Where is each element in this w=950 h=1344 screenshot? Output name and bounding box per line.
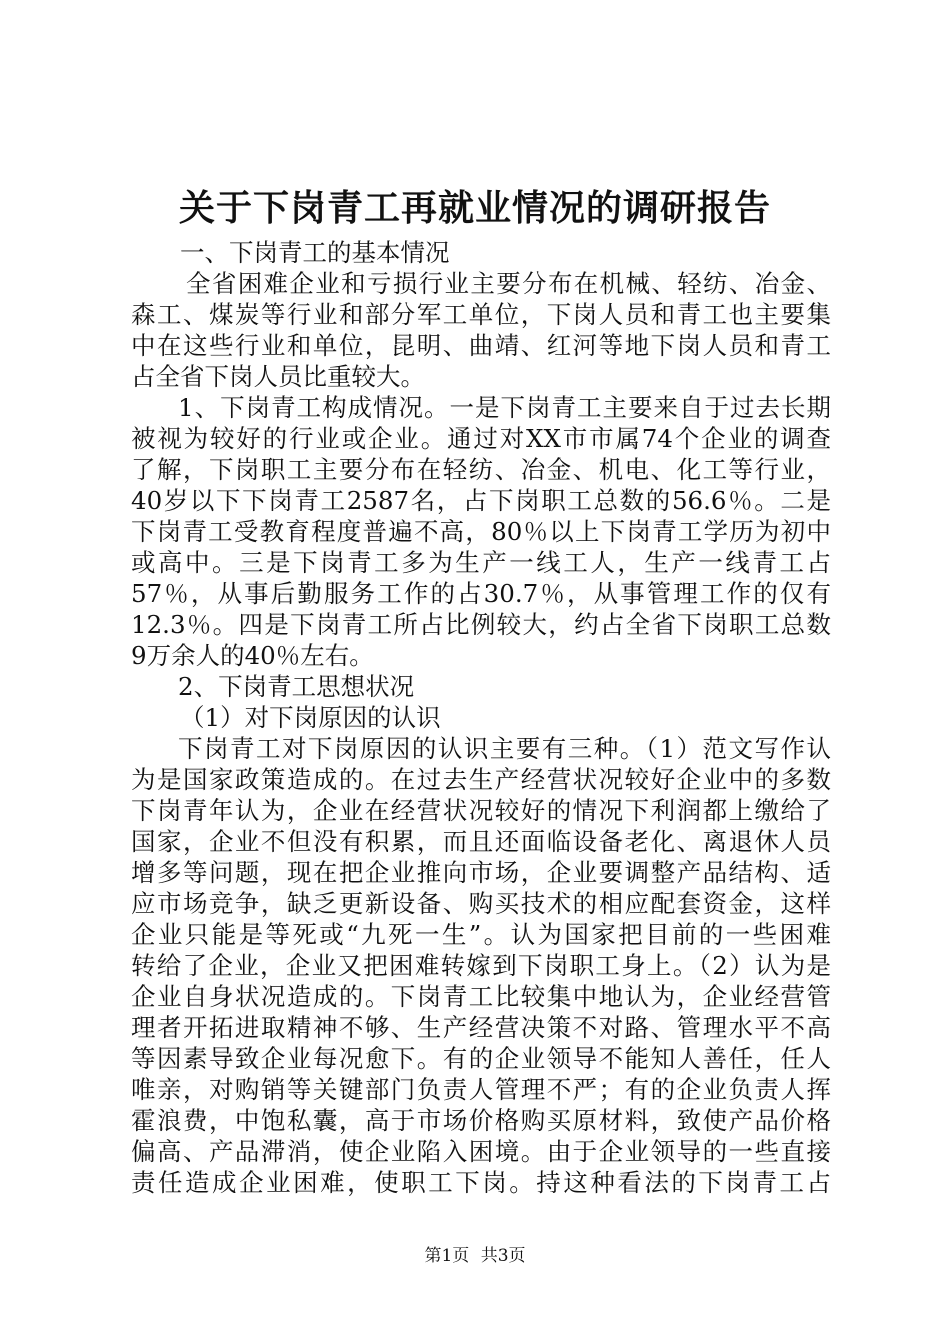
paragraph-line: 9万余人的40％左右。 (131, 641, 374, 670)
paragraph-line: 占全省下岗人员比重较大。 (131, 362, 425, 391)
page-footer (0, 1245, 950, 1267)
paragraph-line: 全省困难企业和亏损行业主要分布在机械、轻纺、冶金、 (186, 269, 831, 298)
paragraph-line: 40岁以下下岗青工2587名，占下岗职工总数的56.6％。二是 (131, 486, 831, 515)
document-body (131, 237, 831, 1198)
paragraph-line: 霍浪费，中饱私囊，高于市场价格购买原材料，致使产品价格 (131, 1106, 831, 1135)
paragraph-line: 责任造成企业困难，使职工下岗。持这种看法的下岗青工占 (131, 1168, 831, 1197)
paragraph-line: 国家，企业不但没有积累，而且还面临设备老化、离退休人员 (131, 827, 831, 856)
paragraph-line: 偏高、产品滞消，使企业陷入困境。由于企业领导的一些直接 (131, 1137, 831, 1166)
paragraph-line: 转给了企业，企业又把困难转嫁到下岗职工身上。（2）认为是 (131, 951, 831, 980)
paragraph-line: 森工、煤炭等行业和部分军工单位，下岗人员和青工也主要集 (131, 300, 831, 329)
paragraph-line: 为是国家政策造成的。在过去生产经营状况较好企业中的多数 (131, 765, 831, 794)
document-title: 关于下岗青工再就业情况的调研报告 (178, 187, 771, 229)
section-heading: 2、下岗青工思想状况 (178, 672, 415, 701)
section-heading: 一、下岗青工的基本情况 (180, 238, 450, 267)
paragraph-line: 企业只能是等死或“九死一生”。认为国家把目前的一些困难 (131, 920, 831, 949)
paragraph-line: 应市场竞争，缺乏更新设备、购买技术的相应配套资金，这样 (131, 889, 831, 918)
paragraph-line: 下岗青工对下岗原因的认识主要有三种。（1）范文写作认 (178, 734, 831, 763)
paragraph-line: 或高中。三是下岗青工多为生产一线工人，生产一线青工占 (131, 548, 831, 577)
paragraph-line: 增多等问题，现在把企业推向市场，企业要调整产品结构、适 (131, 858, 831, 887)
paragraph-line: 唯亲，对购销等关键部门负责人管理不严；有的企业负责人挥 (131, 1075, 831, 1104)
paragraph-line: 中在这些行业和单位，昆明、曲靖、红河等地下岗人员和青工 (131, 331, 831, 360)
paragraph-line: 了解，下岗职工主要分布在轻纺、冶金、机电、化工等行业， (131, 455, 831, 484)
paragraph-line: 被视为较好的行业或企业。通过对XX市市属74个企业的调查 (131, 424, 831, 453)
paragraph-line: 1、下岗青工构成情况。一是下岗青工主要来自于过去长期 (178, 393, 831, 422)
paragraph-line: 下岗青工受教育程度普遍不高，80％以上下岗青工学历为初中 (131, 517, 831, 546)
paragraph-line: 理者开拓进取精神不够、生产经营决策不对路、管理水平不高 (131, 1013, 831, 1042)
paragraph-line: 下岗青年认为，企业在经营状况较好的情况下利润都上缴给了 (131, 796, 831, 825)
paragraph-line: 12.3％。四是下岗青工所占比例较大，约占全省下岗职工总数 (131, 610, 831, 639)
paragraph-line: 企业自身状况造成的。下岗青工比较集中地认为，企业经营管 (131, 982, 831, 1011)
paragraph-line: 等因素导致企业每况愈下。有的企业领导不能知人善任，任人 (131, 1044, 831, 1073)
page-number: 第1页 (424, 1246, 470, 1266)
subsection-heading: （1）对下岗原因的认识 (180, 703, 441, 732)
paragraph-line: 57％，从事后勤服务工作的占30.7％，从事管理工作的仅有 (131, 579, 831, 608)
page-total: 共3页 (480, 1246, 526, 1266)
